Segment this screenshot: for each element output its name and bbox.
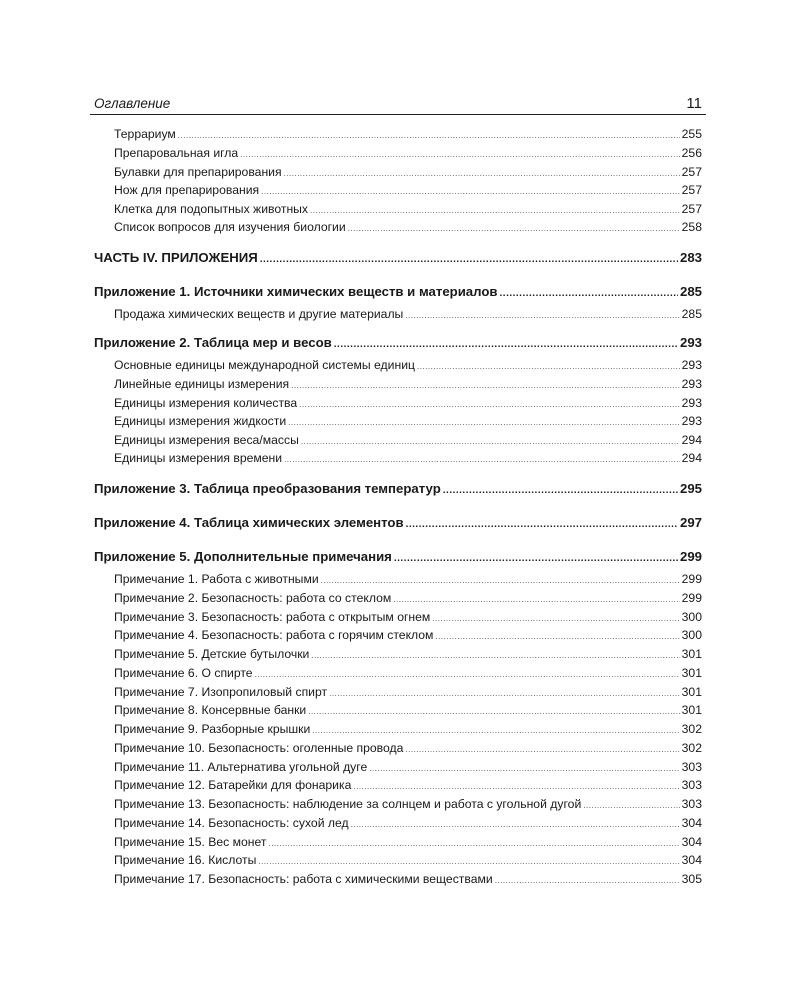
- entry-page-number: 283: [679, 250, 702, 265]
- entry-page-number: 257: [681, 165, 702, 179]
- entry-title: Примечание 13. Безопасность: наблюдение за солнцем и работа с угольной дугой: [114, 797, 582, 811]
- dot-leader: [240, 150, 679, 159]
- entry-page-number: 302: [681, 740, 702, 755]
- dot-leader: [312, 726, 679, 735]
- entry-title: Нож для препарирования: [114, 183, 260, 197]
- entry-page-number: 301: [681, 684, 702, 699]
- entry-title: Примечание 15. Вес монет: [114, 834, 267, 849]
- entry-title: Приложение 5. Дополнительные примечания: [94, 549, 392, 564]
- entry-title: Приложение 4. Таблица химических элементов: [94, 515, 404, 530]
- toc-subentry[interactable]: [114, 647, 702, 661]
- toc-subentry[interactable]: [114, 685, 702, 699]
- entry-title: Приложение 3. Таблица преобразования температур: [94, 481, 441, 496]
- dot-leader: [311, 651, 679, 660]
- toc-subentry[interactable]: [114, 741, 702, 755]
- dot-leader: [348, 224, 680, 233]
- entry-page-number: 299: [681, 590, 702, 605]
- toc-subentry[interactable]: [114, 797, 702, 811]
- entry-page-number: 285: [679, 284, 702, 299]
- entry-title: Приложение 2. Таблица мер и весов: [94, 335, 332, 350]
- toc-subentry[interactable]: [114, 853, 702, 867]
- entry-page-number: 293: [681, 377, 702, 391]
- entry-title: Единицы измерения количества: [114, 396, 298, 410]
- dot-leader: [178, 131, 680, 140]
- entry-page-number: 257: [681, 183, 702, 197]
- entry-page-number: 303: [681, 778, 702, 793]
- dot-leader: [353, 782, 679, 791]
- toc-subentry[interactable]: [114, 377, 702, 391]
- dot-leader: [432, 614, 679, 623]
- entry-title: Примечание 16. Кислоты: [114, 853, 257, 868]
- entry-title: Приложение 1. Источники химических веществ и материалов: [94, 284, 498, 299]
- entry-page-number: 294: [681, 451, 702, 465]
- entry-title: Примечание 4. Безопасность: работа с горячим стеклом: [114, 628, 434, 643]
- toc-subentry[interactable]: [114, 628, 702, 642]
- dot-leader: [334, 339, 678, 350]
- dot-leader: [405, 745, 679, 754]
- toc-subentry[interactable]: [114, 722, 702, 736]
- entry-page-number: 285: [681, 307, 702, 321]
- toc-subentry[interactable]: [114, 220, 702, 234]
- toc-subentry[interactable]: [114, 760, 702, 774]
- toc-subentry[interactable]: [114, 358, 702, 372]
- dot-leader: [310, 206, 680, 215]
- entry-title: Линейные единицы измерения: [114, 377, 290, 391]
- entry-title: Примечание 3. Безопасность: работа с открытым огнем: [114, 609, 431, 624]
- entry-page-number: 297: [679, 515, 702, 530]
- toc-subentry[interactable]: [114, 778, 702, 792]
- entry-title: Террариум: [114, 127, 176, 141]
- dot-leader: [351, 820, 680, 829]
- dot-leader: [284, 169, 680, 178]
- dot-leader: [255, 670, 680, 679]
- toc-subentry[interactable]: [114, 572, 702, 586]
- dot-leader: [369, 764, 679, 773]
- entry-title: Препаровальная игла: [114, 146, 239, 160]
- entry-page-number: 293: [681, 358, 702, 372]
- entry-page-number: 255: [681, 127, 702, 141]
- dot-leader: [261, 187, 680, 196]
- entry-page-number: 257: [681, 202, 702, 216]
- toc-subentry[interactable]: [114, 202, 702, 216]
- dot-leader: [500, 288, 678, 299]
- toc-subentry[interactable]: [114, 165, 702, 179]
- entry-title: Клетка для подопытных животных: [114, 202, 309, 216]
- dot-leader: [495, 876, 680, 885]
- entry-page-number: 301: [681, 703, 702, 718]
- toc-subentry[interactable]: [114, 146, 702, 160]
- entry-page-number: 293: [681, 396, 702, 410]
- toc-subentry[interactable]: [114, 591, 702, 605]
- entry-title: Список вопросов для изучения биологии: [114, 220, 346, 234]
- toc-subentry[interactable]: [114, 127, 702, 141]
- entry-page-number: 303: [681, 759, 702, 774]
- dot-leader: [393, 595, 679, 604]
- entry-title: Единицы измерения времени: [114, 451, 283, 465]
- toc-subentry[interactable]: [114, 816, 702, 830]
- dot-leader: [269, 839, 680, 848]
- dot-leader: [301, 437, 680, 446]
- entry-title: Примечание 6. О спирте: [114, 665, 253, 680]
- toc-subentry[interactable]: [114, 414, 702, 428]
- dot-leader: [417, 362, 680, 371]
- entry-title: Примечание 7. Изопропиловый спирт: [114, 684, 328, 699]
- dot-leader: [291, 381, 680, 390]
- entry-page-number: 299: [679, 549, 702, 564]
- toc-subentry[interactable]: [114, 666, 702, 680]
- entry-page-number: 295: [679, 481, 702, 496]
- entry-title: Основные единицы международной системы единиц: [114, 358, 415, 372]
- dot-leader: [405, 311, 679, 320]
- toc-subentry[interactable]: [114, 610, 702, 624]
- entry-title: Единицы измерения веса/массы: [114, 433, 299, 447]
- toc-part-entry[interactable]: [94, 250, 702, 265]
- entry-title: Примечание 14. Безопасность: сухой лед: [114, 815, 349, 830]
- dot-leader: [299, 400, 679, 409]
- dot-leader: [284, 455, 680, 464]
- entry-title: Примечание 11. Альтернатива угольной дуге: [114, 759, 368, 774]
- page: [90, 90, 706, 886]
- dot-leader: [258, 857, 679, 866]
- toc-subentry[interactable]: [114, 451, 702, 465]
- entry-page-number: 303: [681, 797, 702, 811]
- entry-page-number: 304: [681, 834, 702, 849]
- entry-page-number: 301: [681, 647, 702, 661]
- entry-title: Единицы измерения жидкости: [114, 414, 287, 428]
- entry-title: Примечание 5. Детские бутылочки: [114, 647, 310, 661]
- toc-appendix-entry[interactable]: [94, 335, 702, 350]
- dot-leader: [288, 418, 680, 427]
- toc-subentry[interactable]: [114, 183, 702, 197]
- entry-page-number: 294: [681, 433, 702, 447]
- toc-appendix-entry[interactable]: [94, 284, 702, 299]
- toc-subentry[interactable]: [114, 703, 702, 717]
- toc-subentry[interactable]: [114, 396, 702, 410]
- entry-page-number: 300: [681, 609, 702, 624]
- dot-leader: [321, 576, 680, 585]
- toc-subentry[interactable]: [114, 307, 702, 321]
- entry-title: Продажа химических веществ и другие материалы: [114, 307, 404, 321]
- entry-title: ЧАСТЬ IV. ПРИЛОЖЕНИЯ: [94, 250, 258, 265]
- toc-subentry[interactable]: [114, 835, 702, 849]
- entry-page-number: 304: [681, 853, 702, 868]
- dot-leader: [406, 519, 678, 530]
- entry-title: Примечание 1. Работа с животными: [114, 572, 319, 586]
- entry-title: Примечание 10. Безопасность: оголенные провода: [114, 740, 404, 755]
- entry-title: Примечание 9. Разборные крышки: [114, 722, 311, 736]
- running-header: [90, 90, 706, 115]
- dot-leader: [435, 632, 679, 641]
- toc-appendix-entry[interactable]: [94, 549, 702, 564]
- header-page-number: 11: [686, 95, 702, 112]
- entry-page-number: 258: [681, 220, 702, 234]
- entry-page-number: 305: [681, 872, 702, 886]
- dot-leader: [583, 801, 679, 810]
- entry-page-number: 301: [681, 665, 702, 680]
- entry-page-number: 300: [681, 628, 702, 643]
- entry-page-number: 293: [679, 335, 702, 350]
- toc-subentry[interactable]: [114, 872, 702, 886]
- dot-leader: [443, 485, 678, 496]
- dot-leader: [308, 707, 679, 716]
- entry-page-number: 299: [681, 572, 702, 586]
- toc-subentry[interactable]: [114, 433, 702, 447]
- entry-title: Примечание 12. Батарейки для фонарика: [114, 778, 352, 793]
- dot-leader: [329, 689, 680, 698]
- entry-page-number: 302: [681, 722, 702, 736]
- header-title: Оглавление: [94, 96, 171, 111]
- toc-appendix-entry[interactable]: [94, 515, 702, 530]
- entry-title: Примечание 2. Безопасность: работа со стеклом: [114, 590, 392, 605]
- entry-title: Примечание 17. Безопасность: работа с химическими веществами: [114, 872, 493, 886]
- dot-leader: [260, 254, 678, 265]
- entry-title: Примечание 8. Консервные банки: [114, 703, 307, 718]
- entry-title: Булавки для препарирования: [114, 165, 282, 179]
- entry-page-number: 304: [681, 815, 702, 830]
- entry-page-number: 293: [681, 414, 702, 428]
- entry-page-number: 256: [681, 146, 702, 160]
- toc-appendix-entry[interactable]: [94, 481, 702, 496]
- dot-leader: [394, 553, 678, 564]
